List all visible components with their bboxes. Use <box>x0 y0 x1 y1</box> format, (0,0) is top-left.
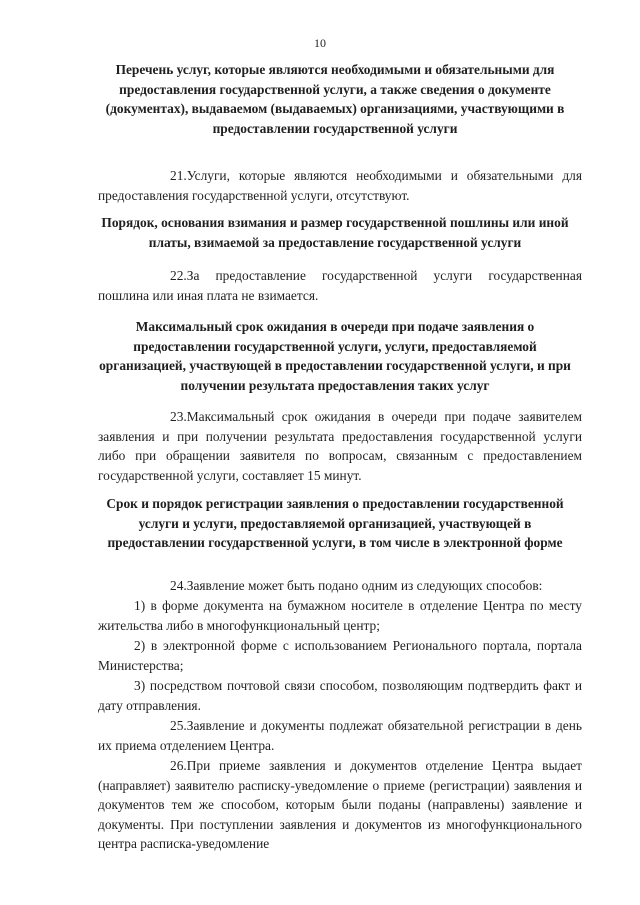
paragraph-23 <box>98 407 582 485</box>
paragraph-number: 21. <box>170 168 187 183</box>
list-item-paper-form: 1) в форме документа на бумажном носителе в отделение Центра по месту жительства либо в многофункциональный центр; <box>98 598 582 633</box>
paragraph-25 <box>98 716 582 755</box>
paragraph-text: За предоставление государственной услуги государственная пошлина или иная плата не взимается. <box>98 268 582 303</box>
section-heading-application-registration: Срок и порядок регистрации заявления о предоставлении государственной услуги и услуги, предоставляемой организацией, участвующей в предоставлении государственной услуги, в том числе в электронной форме <box>106 496 564 551</box>
paragraph-number: 22. <box>170 268 187 283</box>
paragraph-text: Услуги, которые являются необходимыми и обязательными для предоставления государственной услуги, отсутствуют. <box>98 168 582 203</box>
page-number: 10 <box>314 36 326 50</box>
paragraph-number: 23. <box>170 409 187 424</box>
paragraph-number: 26. <box>170 758 187 773</box>
paragraph-text: Максимальный срок ожидания в очереди при подаче заявителем заявления и при получении результата предоставления государственной услуги либо при обращении заявителя по вопросам, связанным с предоставлением государственной услуги, составляет 15 минут. <box>98 409 582 483</box>
paragraph-number: 25. <box>170 718 187 733</box>
section-heading-required-services: Перечень услуг, которые являются необходимыми и обязательными для предоставления государственной услуги, а также сведения о документе (документах), выдаваемом (выдаваемых) организациями, участвующими в предоставлении государственной услуги <box>105 62 565 136</box>
paragraph-26 <box>98 756 582 854</box>
paragraph-21 <box>98 166 582 205</box>
paragraph-text: Заявление и документы подлежат обязательной регистрации в день их приема отделением Центра. <box>98 718 582 753</box>
paragraph-number: 24. <box>170 578 187 593</box>
section-heading-queue-waiting-time: Максимальный срок ожидания в очереди при подаче заявления о предоставлении государственной услуги, услуги, предоставляемой организацией, участвующей в предоставлении государственной услуги, и при получении результата предоставления таких услуг <box>99 319 571 393</box>
list-item-postal-mail: 3) посредством почтовой связи способом, позволяющим подтвердить факт и дату отправления. <box>98 678 582 713</box>
section-heading-state-fee: Порядок, основания взимания и размер государственной пошлины или иной платы, взимаемой за предоставление государственной услуги <box>101 215 569 250</box>
list-item-electronic-form: 2) в электронной форме с использованием Регионального портала, портала Министерства; <box>98 638 582 673</box>
paragraph-22 <box>98 266 582 305</box>
paragraph-text: Заявление может быть подано одним из следующих способов: <box>186 578 543 593</box>
paragraph-text: При приеме заявления и документов отделение Центра выдает (направляет) заявителю расписку-уведомление о приеме (регистрации) заявления и документов тем же способом, которым были поданы (направлены) заявление и документы. При поступлении заявления и документов из многофункционального центра расписка-уведомление <box>98 758 582 852</box>
paragraph-24 <box>98 576 582 596</box>
